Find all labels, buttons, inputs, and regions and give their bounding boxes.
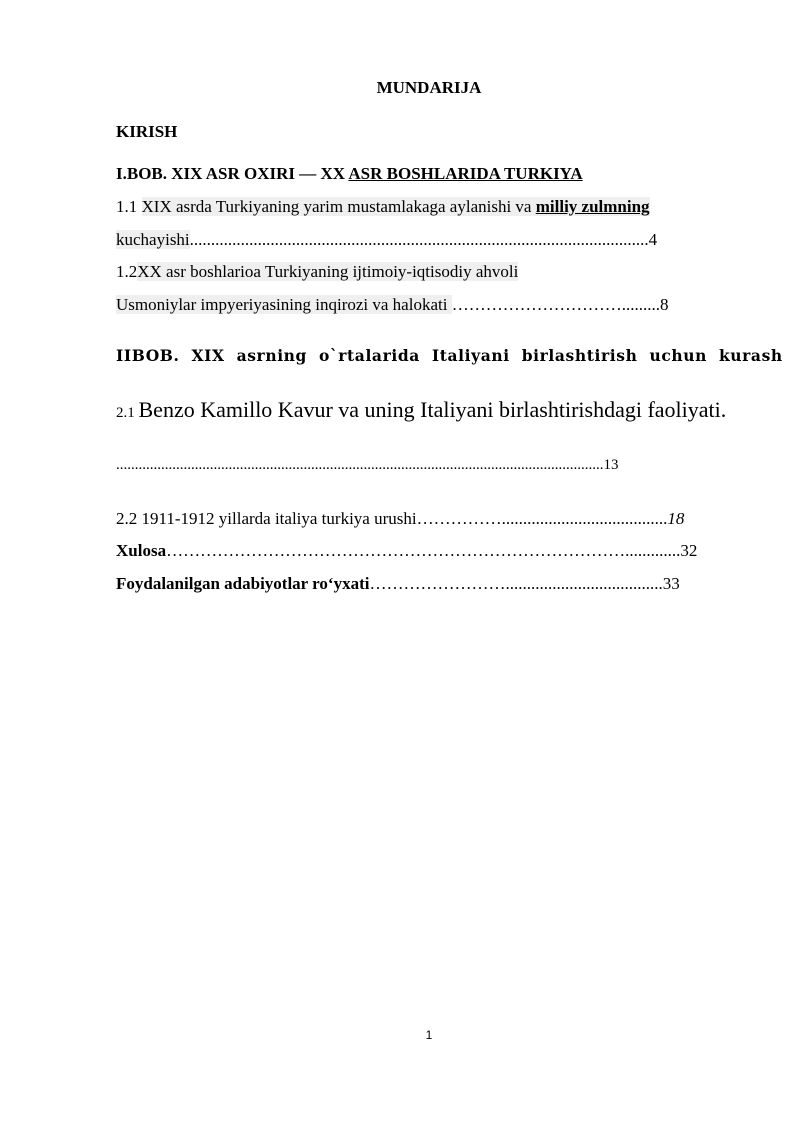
section-2-1-number: 2.1 [116, 405, 139, 421]
page-title: MUNDARIJA [376, 78, 482, 97]
chapter-2-heading: IIBOB. XIX asrning o`rtalarida Italiyani birlashtirish uchun kurash [116, 346, 783, 365]
section-2-2-dots: …………… [416, 509, 502, 528]
section-1-1-line2 [116, 230, 657, 250]
section-1-1-bold: milliy zulmning [535, 197, 650, 216]
section-1-2-text1: XX asr boshlarioa Turkiyaning ijtimoiy-iqtisodiy ahvoli [137, 262, 519, 281]
section-1-2-dots: ………………………… [451, 295, 622, 314]
section-1-2-line2 [116, 295, 668, 315]
chapter-1-heading [116, 164, 583, 184]
section-1-1-text: XIX asrda Turkiyaning yarim mustamlakaga aylanishi va [141, 197, 536, 216]
section-2-1-dots: .................................................................................................................................. [116, 457, 604, 473]
section-1-2-line1 [116, 262, 518, 282]
conclusion-dots2: ............. [625, 541, 681, 560]
section-1-2-page: 8 [659, 295, 669, 314]
section-1-1-title [142, 197, 650, 216]
page-number: 1 [425, 1028, 433, 1042]
conclusion-page: 32 [680, 541, 698, 560]
section-1-1-dots: ............................................................................................................ [189, 230, 649, 249]
conclusion-line [116, 541, 697, 561]
section-2-2-page: 18 [667, 509, 685, 528]
references-dots2: ..................................... [505, 574, 663, 593]
section-2-2-text: 2.2 1911-1912 yillarda italiya turkiya urushi [116, 509, 417, 528]
chapter-1-underlined: ASR BOSHLARIDA TURKIYA [348, 164, 583, 183]
section-2-2-dots2: ....................................... [501, 509, 668, 528]
section-2-2-line [116, 509, 684, 529]
section-1-2-number: 1.2 [116, 262, 138, 281]
references-dots: …………………… [369, 574, 506, 593]
section-1-2-dots2: ......... [621, 295, 660, 314]
conclusion-dots: ……………………………………………………………………… [166, 541, 626, 560]
chapter-1-prefix: I.BOB. XIX ASR OXIRI — XX [116, 164, 349, 183]
references-page: 33 [662, 574, 680, 593]
section-1-2-text2: Usmoniylar impyeriyasining inqirozi va halokati [116, 295, 452, 314]
references-label: Foydalanilgan adabiyotlar ro‘yxati [116, 574, 370, 593]
conclusion-label: Xulosa [116, 541, 167, 560]
section-2-1-text: Benzo Kamillo Kavur va uning Italiyani birlashtirishdagi faoliyati. [138, 397, 727, 422]
section-2-1-page: 13 [603, 457, 619, 473]
section-1-1-number: 1.1 [116, 197, 142, 216]
section-1-1-page: 4 [648, 230, 658, 249]
section-2-1-line2 [116, 457, 619, 474]
section-1-1-cont: kuchayishi [116, 230, 190, 249]
references-line [116, 574, 680, 594]
section-2-1-line1 [116, 397, 726, 423]
intro-heading: KIRISH [116, 122, 178, 141]
section-1-1-line1 [116, 197, 650, 217]
